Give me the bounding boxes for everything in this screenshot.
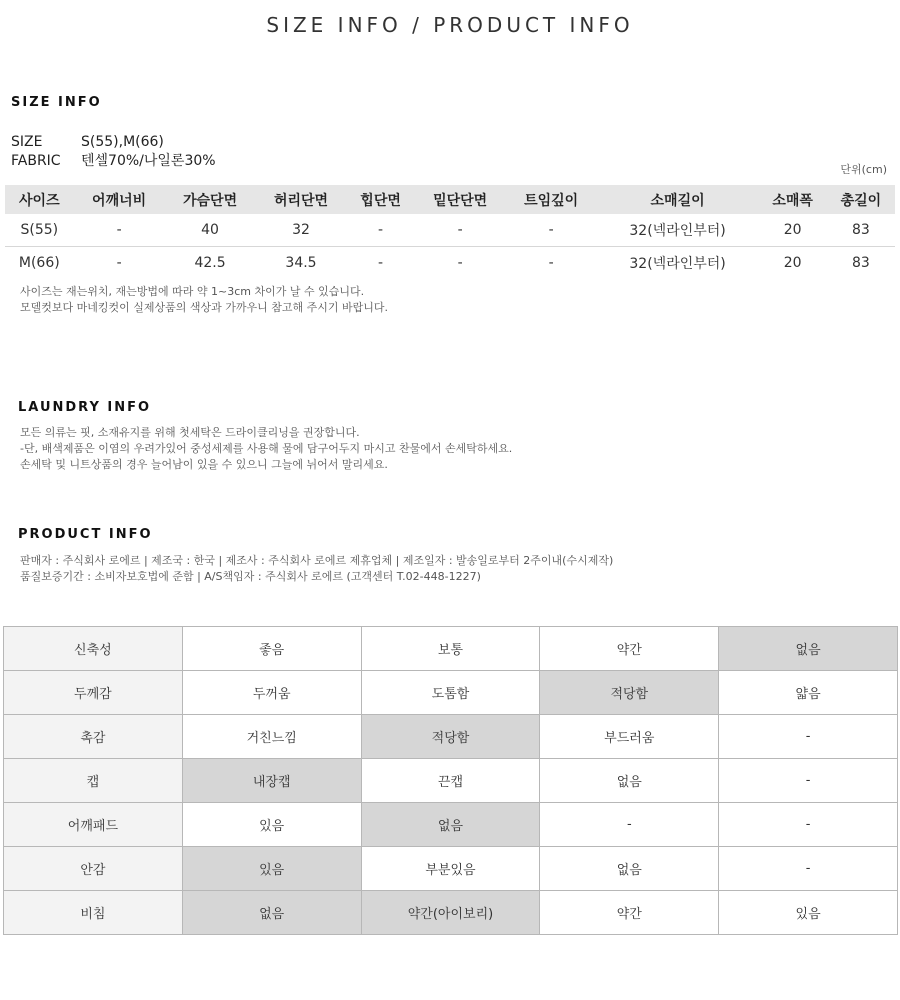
table-cell: - (506, 214, 597, 247)
size-table (5, 185, 895, 279)
size-info-heading: SIZE INFO (11, 95, 102, 110)
property-label: 캡 (4, 759, 183, 803)
property-option: 얇음 (719, 671, 898, 715)
table-cell: 20 (783, 255, 802, 271)
size-line (11, 134, 164, 150)
property-label: 신축성 (4, 627, 183, 671)
property-option: 적당함 (540, 671, 719, 715)
table-cell: - (74, 214, 165, 247)
table-cell: 20 (759, 214, 827, 247)
product-info-heading: PRODUCT INFO (18, 527, 153, 542)
property-option: - (719, 759, 898, 803)
property-option: 없음 (719, 627, 898, 671)
property-option: - (719, 803, 898, 847)
table-cell: M(66) (18, 255, 60, 271)
table-cell: - (378, 255, 384, 271)
property-option: 적당함 (361, 715, 540, 759)
table-cell: S(55) (5, 214, 74, 247)
table-cell: - (116, 255, 122, 271)
table-cell: - (457, 255, 463, 271)
property-option: 도톰함 (361, 671, 540, 715)
property-row (4, 891, 898, 935)
table-cell: - (548, 255, 554, 271)
header-cell: 어깨너비 (74, 185, 165, 214)
table-cell: 34.5 (285, 255, 317, 271)
size-note-line: 사이즈는 재는위치, 재는방법에 따라 약 1~3cm 차이가 날 수 있습니다. (20, 285, 365, 298)
property-option: 있음 (182, 847, 361, 891)
header-cell: 밑단단면 (415, 185, 506, 214)
property-label: 안감 (4, 847, 183, 891)
laundry-info-heading: LAUNDRY INFO (18, 400, 152, 415)
fabric-value: 텐셀70%/나일론30% (81, 153, 216, 169)
property-label: 비침 (4, 891, 183, 935)
header-cell: 힙단면 (346, 185, 414, 214)
header-cell: 허리단면 (256, 185, 347, 214)
page-title: SIZE INFO / PRODUCT INFO (266, 13, 634, 37)
property-option: 없음 (540, 847, 719, 891)
product-line: 판매자 : 주식회사 로에르 | 제조국 : 한국 | 제조사 : 주식회사 로에르 제휴업체 | 제조일자 : 발송일로부터 2주이내(수시제작) (20, 554, 614, 567)
property-option: 부드러움 (540, 715, 719, 759)
laundry-line: 모든 의류는 핏, 소재유지를 위해 첫세탁은 드라이클리닝을 권장합니다. (20, 426, 360, 439)
header-cell: 트임깊이 (506, 185, 597, 214)
property-row (4, 627, 898, 671)
property-option: 보통 (361, 627, 540, 671)
property-label: 두께감 (4, 671, 183, 715)
size-notes (20, 284, 388, 316)
property-label: 촉감 (4, 715, 183, 759)
laundry-line: 손세탁 및 니트상품의 경우 늘어남이 있을 수 있으니 그늘에 뉘어서 말리세요. (20, 458, 388, 471)
header-cell: 가슴단면 (165, 185, 256, 214)
table-row (5, 214, 895, 247)
table-row (5, 247, 895, 280)
fabric-label: FABRIC (11, 153, 61, 169)
table-cell: 32 (256, 214, 347, 247)
property-option: 거친느낌 (182, 715, 361, 759)
property-row (4, 715, 898, 759)
table-cell: 83 (851, 255, 870, 271)
size-table-header (5, 185, 895, 214)
property-option: - (540, 803, 719, 847)
table-cell: 42.5 (194, 255, 226, 271)
property-row (4, 803, 898, 847)
table-cell: - (346, 214, 414, 247)
property-option: 없음 (540, 759, 719, 803)
property-label: 어깨패드 (4, 803, 183, 847)
property-option: 내장캡 (182, 759, 361, 803)
property-option: 부분있음 (361, 847, 540, 891)
header-cell: 소매폭 (759, 185, 827, 214)
product-notes (20, 553, 613, 585)
table-cell: 32(넥라인부터) (597, 214, 759, 247)
property-option: 있음 (182, 803, 361, 847)
table-cell: 32(넥라인부터) (629, 256, 726, 272)
property-option: 두꺼움 (182, 671, 361, 715)
header-cell: 사이즈 (5, 185, 74, 214)
fabric-properties-table (3, 626, 898, 935)
fabric-line (11, 150, 216, 170)
size-label: SIZE (11, 134, 43, 150)
product-line: 품질보증기간 : 소비자보호법에 준함 | A/S책임자 : 주식회사 로에르 (고객센터 T.02-448-1227) (20, 570, 481, 583)
laundry-line: -단, 배색제품은 이염의 우려가있어 중성세제를 사용해 물에 담구어두지 마시고 찬물에서 손세탁하세요. (20, 442, 513, 455)
property-option: 없음 (182, 891, 361, 935)
property-option: 약간 (540, 891, 719, 935)
property-option: 있음 (719, 891, 898, 935)
property-option: 끈캡 (361, 759, 540, 803)
property-option: 약간(아이보리) (361, 891, 540, 935)
unit-label: 단위(cm) (840, 163, 887, 176)
table-cell: 40 (165, 214, 256, 247)
table-cell: 83 (827, 214, 895, 247)
laundry-notes (20, 425, 512, 473)
size-note-line: 모델컷보다 마네킹컷이 실제상품의 색상과 가까우니 참고해 주시기 바랍니다. (20, 301, 389, 314)
table-cell: - (415, 214, 506, 247)
header-cell: 소매길이 (597, 185, 759, 214)
header-cell: 총길이 (827, 185, 895, 214)
property-row (4, 671, 898, 715)
property-option: - (719, 847, 898, 891)
property-option: - (719, 715, 898, 759)
property-option: 좋음 (182, 627, 361, 671)
property-option: 약간 (540, 627, 719, 671)
property-option: 없음 (361, 803, 540, 847)
property-row (4, 847, 898, 891)
size-value: S(55),M(66) (81, 134, 164, 150)
property-row (4, 759, 898, 803)
